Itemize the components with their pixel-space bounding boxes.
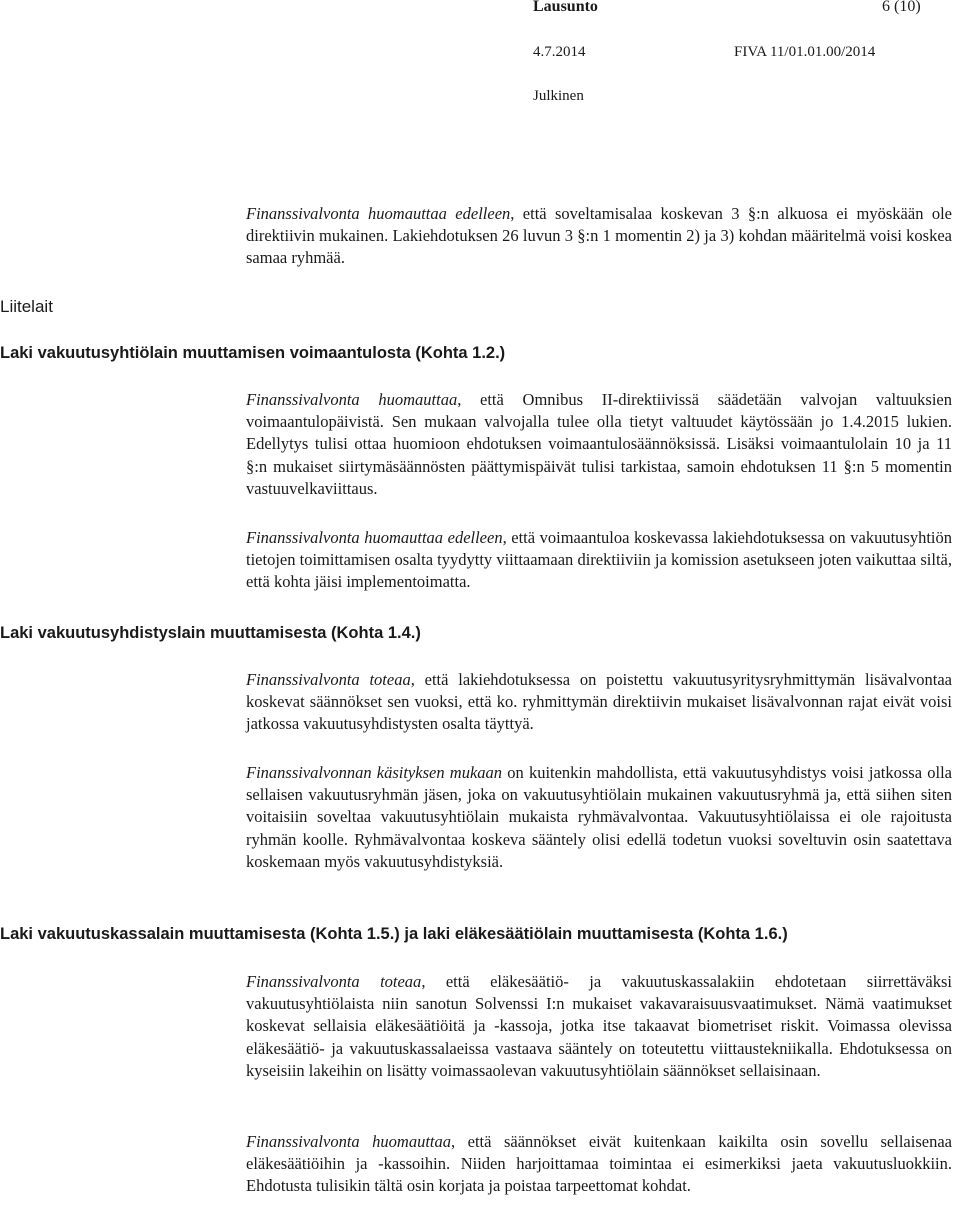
paragraph-lead: Finanssivalvonta toteaa [246, 670, 411, 689]
section-heading-liitelait: Liitelait [0, 297, 53, 316]
heading-vakuutusyhtiolain-voimaantulo: Laki vakuutusyhtiölain muuttamisen voimaantulosta (Kohta 1.2.) [0, 344, 506, 362]
paragraph-ryhmavalvonta [246, 762, 952, 873]
paragraph-text: , että säännökset eivät kuitenkaan kaikilta osin sovellu sellaisenaa eläkesäätiöihin ja -kassoihin. Niiden harjoittamaa toimintaa ei esimerkiksi jaeta vakuutusluokkiin. Ehdotusta tulisikin tältä osin korjata ja poistaa tarpeettomat kohdat. [246, 1132, 952, 1196]
paragraph-lead: Finanssivalvonta huomauttaa [246, 1132, 451, 1151]
paragraph-lead: Finanssivalvonta huomauttaa edelleen [246, 528, 503, 547]
paragraph-lisavalvonta [246, 669, 952, 736]
page-number: 6 (10) [882, 0, 921, 15]
paragraph-omnibus [246, 389, 952, 500]
paragraph-soveltamisala [246, 203, 952, 270]
paragraph-text: on kuitenkin mahdollista, että vakuutusyhdistys voisi jatkossa olla sellaisen vakuutusryhmän jäsen, joka on vakuutusyhtiölain mukainen vakuutusryhmä ja, että siihen siten voitaisiin soveltaa vakuutusyhtiölain mukaista ryhmävalvontaa. Vakuutusyhtiölaissa ei ole rajoitusta ryhmän koolle. Ryhmävalvontaa koskeva sääntely olisi edellä todetun vuoksi soveltuvin osin saatettava koskemaan myös vakuutusyhdistyksiä. [246, 763, 952, 871]
paragraph-text: , että eläkesäätiö- ja vakuutuskassalakiin ehdotetaan siirrettäväksi vakuutusyhtiölaista niin sanotun Solvenssi I:n mukaiset vakavaraisuusvaatimukset. Nämä vaatimukset koskevat sellaisia eläkesäätiöitä ja -kassoja, jotka itse takaavat biometriset riskit. Voimassa olevissa eläkesäätiö- ja vakuutuskassalaeissa vastaava sääntely on toteutettu viittaustekniikalla. Ehdotuksessa on kyseisiin lakeihin on lisätty voimassaolevan vakuutusyhtiölain säännökset sellaisinaan. [246, 972, 952, 1080]
heading-vakuutusyhdistyslaki: Laki vakuutusyhdistyslain muuttamisesta (Kohta 1.4.) [0, 624, 421, 642]
heading-vakuutuskassalaki-elakesaatiolaki: Laki vakuutuskassalain muuttamisesta (Kohta 1.5.) ja laki eläkesäätiölain muuttamisesta (Kohta 1.6.) [0, 925, 788, 943]
document-id: FIVA 11/01.01.00/2014 [734, 44, 876, 60]
paragraph-text: , että soveltamisalaa koskevan 3 §:n alkuosa ei myöskään ole direktiivin mukainen. Lakiehdotuksen 26 luvun 3 §:n 1 momentin 2) ja 3) kohdan määritelmä voisi koskea samaa ryhmää. [246, 204, 953, 268]
document-date: 4.7.2014 [533, 44, 586, 60]
paragraph-text: , että lakiehdotuksessa on poistettu vakuutusyritysryhmittymän lisävalvontaa koskevat säännökset sen vuoksi, että ko. ryhmittymän direktiivin mukaiset lisävalvonnan rajat eivät voisi jatkossa vakuutusyhdistysten osalta täyttyä. [246, 670, 952, 734]
document-type: Lausunto [533, 0, 598, 15]
classification: Julkinen [533, 88, 584, 104]
paragraph-text: , että Omnibus II-direktiivissä säädetään valvojan valtuuksien voimaantulopäivistä. Sen mukaan valvojalla tulee olla tietyt valtuudet käytössään jo 1.4.2015 lukien. Edellytys tulisi ottaa huomioon ehdotuksen voimaantulosäännöksissä. Lisäksi voimaantulolain 10 ja 11 §:n mukaiset siirtymäsäännösten päättymispäivät tulisi tarkistaa, samoin ehdotuksen 11 §:n 5 momentin vastuuvelkaviittaus. [246, 390, 953, 498]
paragraph-lead: Finanssivalvonta huomauttaa edelleen [246, 204, 511, 223]
paragraph-lead: Finanssivalvonta huomauttaa [246, 390, 458, 409]
paragraph-text: , että voimaantuloa koskevassa lakiehdotuksessa on vakuutusyhtiön tietojen toimittamisen osalta tyydytty viittaamaan direktiiviin ja komission asetukseen joten vaikuttaa siltä, että kohta jäisi implementoimatta. [246, 528, 952, 592]
paragraph-lead: Finanssivalvonnan käsityksen mukaan [246, 763, 503, 782]
paragraph-vakuutusluokat [246, 1131, 952, 1198]
paragraph-vakavaraisuus [246, 971, 952, 1082]
paragraph-lead: Finanssivalvonta toteaa [246, 972, 422, 991]
paragraph-tietojen-toimittaminen [246, 527, 952, 594]
